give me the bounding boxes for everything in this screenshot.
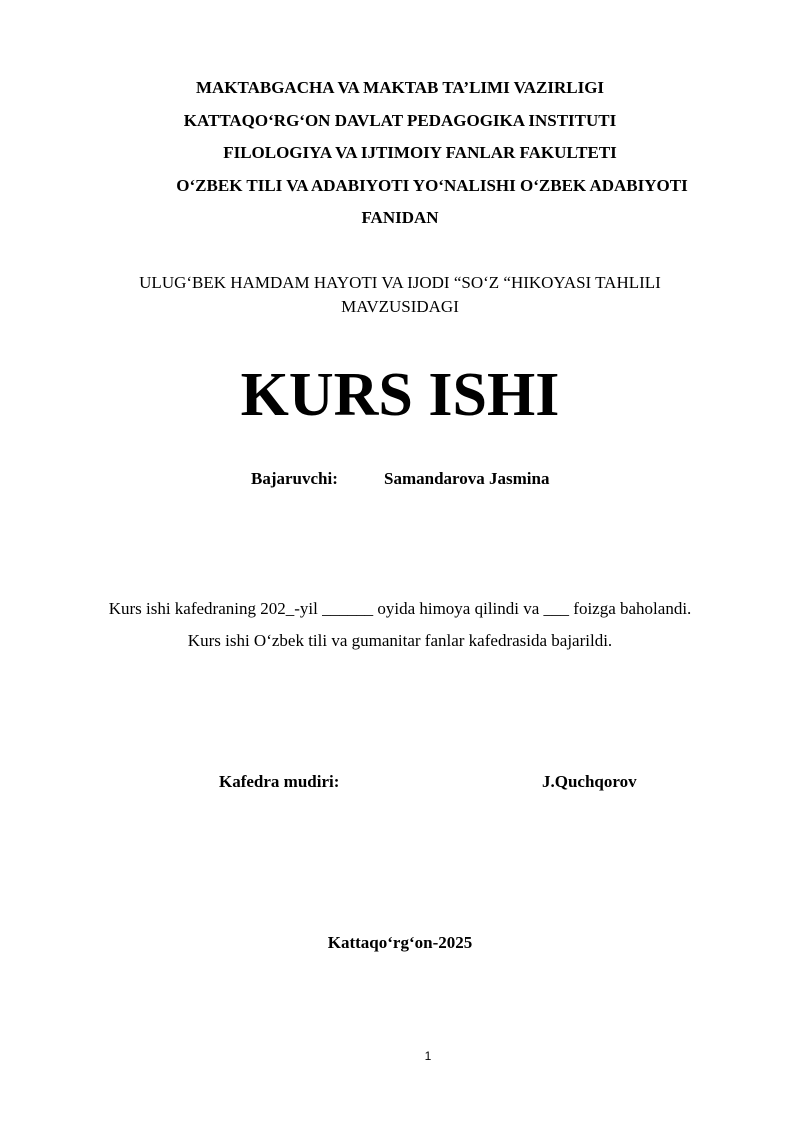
ministry-heading: MAKTABGACHA VA MAKTAB TA’LIMI VAZIRLIGI	[195, 78, 605, 97]
place-year: Kattaqo‘rg‘on-2025	[327, 933, 473, 952]
performer-name: Samandarova Jasmina	[384, 469, 550, 488]
topic-line-1: ULUG‘BEK HAMDAM HAYOTI VA IJODI “SO‘Z “HIKOYASI TAHLILI	[139, 273, 661, 292]
defense-statement: Kurs ishi kafedraning 202_-yil ______ oyida himoya qilindi va ___ foizga baholandi.	[108, 599, 692, 618]
institute-heading: KATTAQO‘RG‘ON DAVLAT PEDAGOGIKA INSTITUTI	[183, 111, 617, 130]
direction-heading: O‘ZBEK TILI VA ADABIYOTI YO‘NALISHI O‘ZBEK ADABIYOTI	[176, 176, 688, 195]
faculty-heading: FILOLOGIYA VA IJTIMOIY FANLAR FAKULTETI	[223, 143, 617, 162]
document-title: KURS ISHI	[240, 361, 560, 429]
topic-line-2: MAVZUSIDAGI	[341, 297, 459, 316]
department-statement: Kurs ishi O‘zbek tili va gumanitar fanlar kafedrasida bajarildi.	[187, 631, 613, 650]
head-of-department-name: J.Quchqorov	[542, 772, 637, 791]
page-number: 1	[424, 1049, 432, 1063]
subject-heading: FANIDAN	[361, 208, 439, 227]
head-of-department-label: Kafedra mudiri:	[219, 772, 340, 791]
performer-label: Bajaruvchi:	[251, 469, 338, 488]
